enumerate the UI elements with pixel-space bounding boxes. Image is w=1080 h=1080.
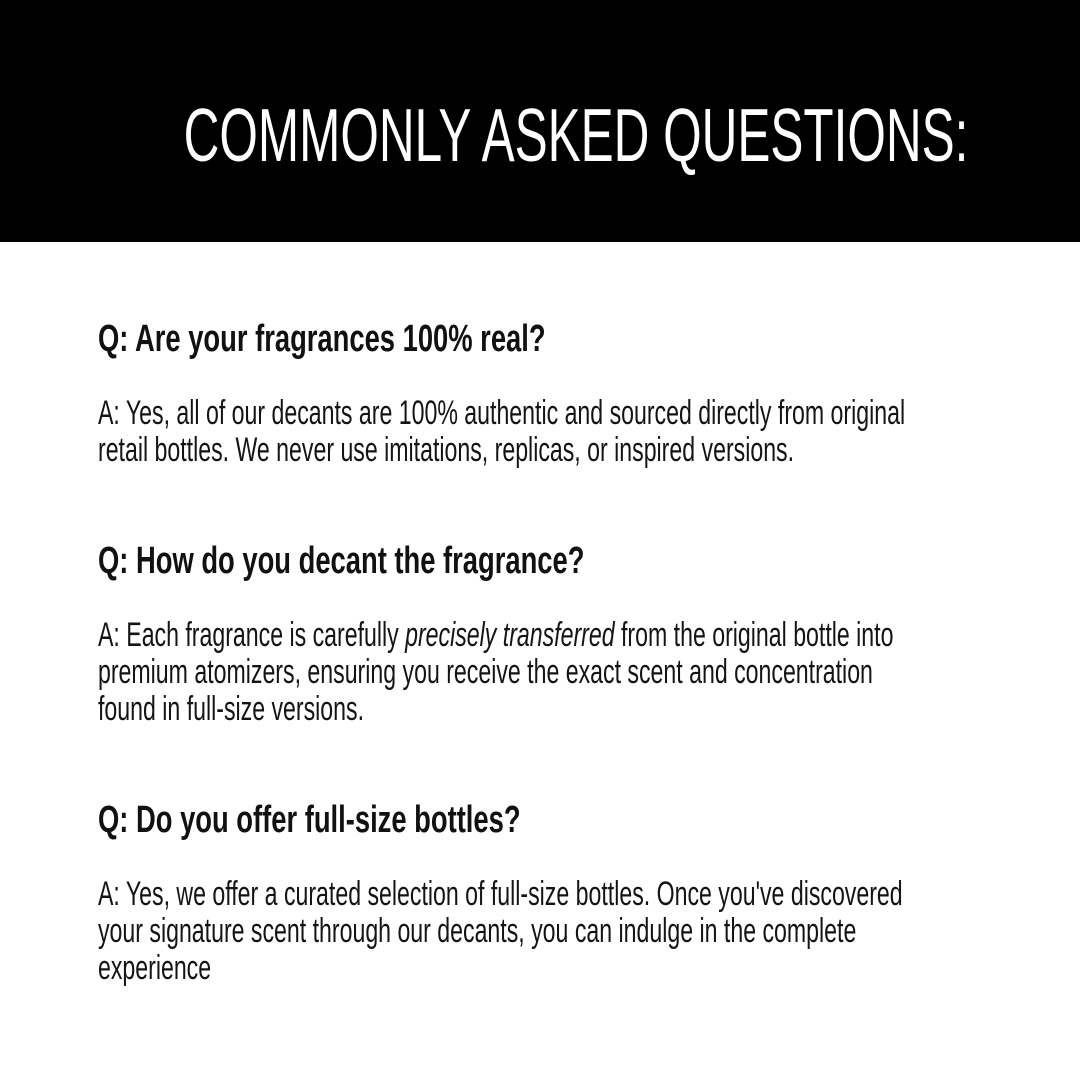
answer-authenticity-line-2: retail bottles. We never use imitations, replicas, or inspired versions. xyxy=(98,431,795,469)
faq-item-authenticity xyxy=(98,319,1080,469)
question-authenticity: Q: Are your fragrances 100% real? xyxy=(98,318,546,360)
answer-authenticity xyxy=(98,395,1080,469)
question-full-size: Q: Do you offer full-size bottles? xyxy=(98,799,521,841)
answer-full-size-line-2: your signature scent through our decants, you can indulge in the complete xyxy=(98,912,857,950)
answer-authenticity-line-1: A: Yes, all of our decants are 100% authentic and sourced directly from original xyxy=(98,394,906,432)
answer-decanting-line-3: found in full-size versions. xyxy=(98,690,365,728)
faq-item-full-size xyxy=(98,800,1080,987)
answer-full-size xyxy=(98,876,1080,987)
answer-decanting-line-2: premium atomizers, ensuring you receive the exact scent and concentration xyxy=(98,653,873,691)
answer-decanting-line-1-post: from the original bottle into xyxy=(614,616,894,654)
answer-full-size-line-1: A: Yes, we offer a curated selection of full-size bottles. Once you've discovered xyxy=(98,875,903,913)
answer-decanting-line-1-pre: A: Each fragrance is carefully xyxy=(98,616,406,654)
header-band xyxy=(0,0,1080,242)
answer-decanting-line-1-italic: precisely transferred xyxy=(405,616,615,654)
page-title: COMMONLY ASKED QUESTIONS: xyxy=(183,92,969,177)
answer-decanting xyxy=(98,617,1080,728)
answer-decanting-line-1 xyxy=(98,617,893,654)
faq-item-decanting xyxy=(98,541,1080,728)
question-decanting: Q: How do you decant the fragrance? xyxy=(98,540,585,582)
faq-content xyxy=(0,242,1080,987)
answer-full-size-line-3: experience xyxy=(98,949,212,987)
